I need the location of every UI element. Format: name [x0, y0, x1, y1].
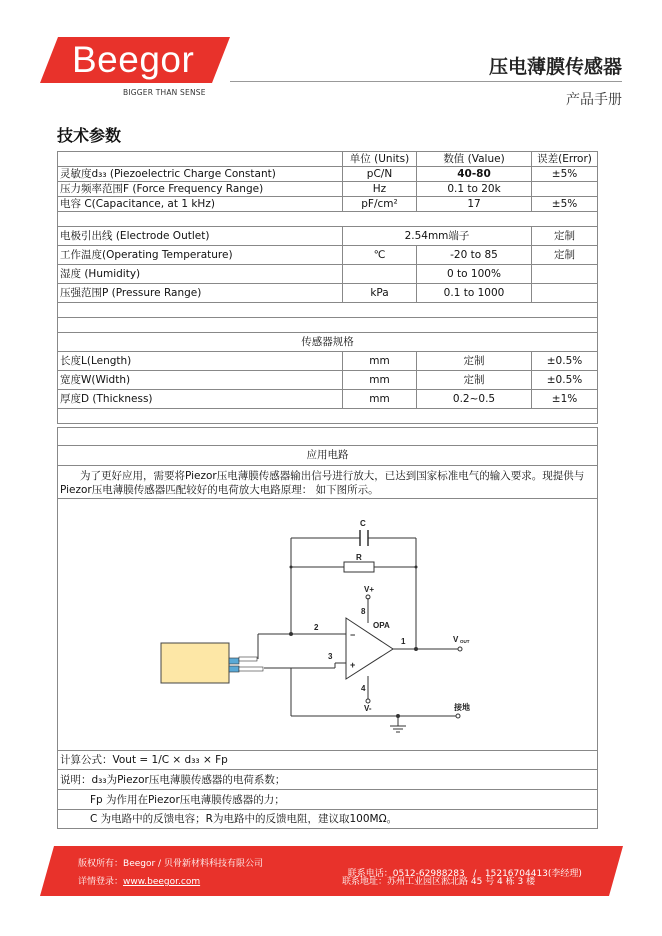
table-row — [58, 167, 598, 182]
header-divider — [230, 81, 622, 82]
label-pin2: 2 — [314, 623, 319, 632]
label-pin1: 1 — [401, 637, 406, 646]
param-cell: 压力频率范围F (Force Frequency Range) — [58, 182, 343, 197]
value-cell: 0.1 to 20k — [417, 182, 532, 197]
note-row: C 为电路中的反馈电容；R为电路中的反馈电阻，建议取100MΩ。 — [90, 813, 398, 825]
sensor-electrode-bottom — [229, 666, 239, 672]
error-cell — [532, 182, 598, 197]
address-value: 苏州工业园区淞北路 45 号 4 栋 3 楼 — [387, 877, 536, 887]
label-ground: 接地 — [454, 703, 470, 712]
value-cell: 定制 — [417, 371, 532, 390]
terminal-ground — [456, 714, 460, 718]
error-cell: ±1% — [532, 390, 598, 409]
piezo-sensor-body — [161, 643, 229, 683]
label-plus: + — [350, 660, 356, 670]
param-cell: 灵敏度d₃₃ (Piezoelectric Charge Constant) — [58, 167, 343, 182]
copyright-value: Beegor / 贝骨新材料科技有限公司 — [123, 859, 263, 869]
value-cell: 0 to 100% — [417, 265, 532, 284]
spacer-row — [58, 409, 598, 424]
error-cell: ±0.5% — [532, 352, 598, 371]
spec-title-row — [58, 333, 598, 352]
unit-cell: mm — [343, 352, 417, 371]
terminal-vminus — [366, 699, 370, 703]
label-pin4: 4 — [361, 684, 366, 693]
table-header-row — [58, 152, 598, 167]
unit-cell — [343, 265, 417, 284]
param-cell: 长度L(Length) — [58, 352, 343, 371]
footer-website — [78, 874, 200, 887]
param-cell: 电容 C(Capacitance, at 1 kHz) — [58, 197, 343, 212]
param-cell: 电极引出线 (Electrode Outlet) — [58, 227, 343, 246]
phone-label: 联系电话： — [347, 869, 393, 879]
application-section — [57, 427, 598, 829]
value-cell: 定制 — [417, 352, 532, 371]
unit-cell: kPa — [343, 284, 417, 303]
footer-copyright — [78, 856, 263, 869]
header-cell: 误差(Error) — [532, 152, 598, 167]
param-cell: 宽度W(Width) — [58, 371, 343, 390]
unit-cell: ℃ — [343, 246, 417, 265]
value-cell: 2.54mm端子 — [343, 227, 532, 246]
header-cell: 数值 (Value) — [417, 152, 532, 167]
website-link[interactable]: www.beegor.com — [123, 877, 201, 887]
footer-address — [342, 874, 535, 887]
sensor-electrode-top — [229, 658, 239, 664]
label-pin8: 8 — [361, 607, 366, 616]
value-cell: 40-80 — [417, 167, 532, 182]
spacer-row — [58, 212, 598, 227]
param-cell: 工作温度(Operating Temperature) — [58, 246, 343, 265]
param-cell: 湿度 (Humidity) — [58, 265, 343, 284]
label-vout-sub: OUT — [460, 639, 470, 644]
header-cell — [58, 152, 343, 167]
paragraph-divider — [58, 498, 597, 499]
brand-logo: Beegor — [72, 39, 195, 80]
note-row: 说明：d₃₃为Piezor压电薄膜传感器的电荷系数； — [58, 771, 597, 790]
terminal-vout — [458, 647, 462, 651]
junction-dot — [414, 647, 418, 651]
error-cell — [532, 284, 598, 303]
value-cell: 0.1 to 1000 — [417, 284, 532, 303]
header-cell: 单位 (Units) — [343, 152, 417, 167]
table-row — [58, 390, 598, 409]
table-row — [58, 246, 598, 265]
label-res: R — [356, 553, 362, 562]
label-vplus: V+ — [364, 585, 375, 594]
table-row — [58, 371, 598, 390]
value-cell: 0.2~0.5 — [417, 390, 532, 409]
application-paragraph: 为了更好应用，需要将Piezor压电薄膜传感器输出信号进行放大，已达到国家标准电气的输入要求。现提供与Piezor压电薄膜传感器匹配较好的电荷放大电路原理： 如下图所示。 — [60, 470, 585, 496]
table-row — [58, 227, 598, 246]
error-cell: ±0.5% — [532, 371, 598, 390]
param-cell: 厚度D (Thickness) — [58, 390, 343, 409]
section-title: 技术参数 — [57, 126, 122, 145]
formula-row: 计算公式：Vout = 1/C × d₃₃ × Fp — [58, 751, 597, 770]
spec-table — [57, 151, 598, 424]
spec-title: 传感器规格 — [58, 333, 598, 352]
sensor-lead-bottom — [239, 667, 263, 671]
unit-cell: Hz — [343, 182, 417, 197]
charge-amplifier-circuit — [148, 516, 528, 751]
table-row — [58, 265, 598, 284]
resistor-symbol — [344, 562, 374, 572]
table-row — [58, 197, 598, 212]
unit-cell: pC/N — [343, 167, 417, 182]
label-pin3: 3 — [328, 652, 333, 661]
label-vout: V — [453, 635, 459, 644]
table-row — [58, 182, 598, 197]
website-label: 详情登录： — [78, 877, 124, 887]
copyright-label: 版权所有： — [78, 859, 124, 869]
label-opa: OPA — [373, 621, 390, 630]
unit-cell: pF/cm² — [343, 197, 417, 212]
param-cell: 压强范围P (Pressure Range) — [58, 284, 343, 303]
address-label: 联系地址： — [342, 877, 388, 887]
manual-label: 产品手册 — [566, 92, 622, 108]
error-cell: ±5% — [532, 167, 598, 182]
table-row — [58, 284, 598, 303]
table-row — [58, 352, 598, 371]
error-cell: ±5% — [532, 197, 598, 212]
junction-dot — [290, 566, 293, 569]
product-title: 压电薄膜传感器 — [488, 56, 622, 78]
brand-tagline: BIGGER THAN SENSE — [123, 88, 206, 97]
value-cell: -20 to 85 — [417, 246, 532, 265]
label-vminus: V- — [364, 704, 372, 713]
error-cell — [532, 265, 598, 284]
sensor-lead-top — [239, 657, 257, 661]
value-cell: 17 — [417, 197, 532, 212]
spacer-row — [58, 303, 598, 318]
error-cell: 定制 — [532, 227, 598, 246]
spacer-row — [58, 318, 598, 333]
junction-dot — [415, 566, 418, 569]
junction-dot — [396, 714, 400, 718]
label-cap: C — [360, 519, 366, 528]
phone-value: 0512-62988283 / 15216704413(李经理) — [392, 869, 582, 879]
unit-cell: mm — [343, 371, 417, 390]
blank-row — [58, 428, 597, 446]
unit-cell: mm — [343, 390, 417, 409]
application-title: 应用电路 — [58, 446, 597, 466]
note-row: Fp 为作用在Piezor压电薄膜传感器的力； — [58, 791, 597, 810]
error-cell: 定制 — [532, 246, 598, 265]
junction-dot — [289, 632, 293, 636]
label-minus: − — [350, 630, 356, 640]
